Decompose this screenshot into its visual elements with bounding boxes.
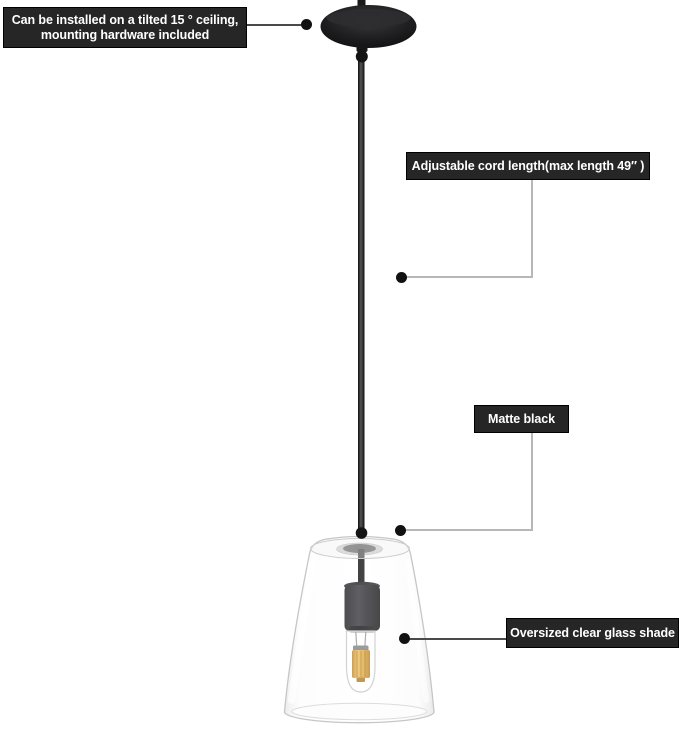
leader-dot-shade [399,633,410,644]
callout-cord-length-text: Adjustable cord length(max length 49″ ) [411,158,645,173]
leader-line-cord-vertical [531,180,533,277]
canopy-top-face [327,9,411,27]
callout-glass-shade-text: Oversized clear glass shade [510,625,675,640]
leader-dot-ceiling [301,19,312,30]
callout-cord-length [406,152,650,180]
leader-line-finish-vertical [531,433,533,529]
glass-shade [284,537,434,723]
leader-line-finish-horizontal [404,529,533,531]
callout-tilted-ceiling-line1: Can be installed on a tilted 15 ° ceiling, [11,12,239,27]
callout-tilted-ceiling-line2: mounting hardware included [40,27,210,42]
callout-glass-shade [506,618,679,648]
glass-bottom-opening [292,703,427,719]
callout-matte-black-text: Matte black [488,411,555,426]
leader-dot-cord [396,272,407,283]
suspension-assembly [321,0,417,539]
glass-shade-body [284,537,434,723]
glass-top-rim [311,539,410,559]
rod-end-ball [356,527,368,539]
leader-line-cord-horizontal [405,276,533,278]
leader-line-ceiling [247,24,303,26]
callout-matte-black [474,405,569,433]
leader-dot-finish [395,525,406,536]
swivel-ball-joint [356,51,368,63]
leader-line-shade [409,638,506,640]
hanging-rod [358,44,365,536]
callout-tilted-ceiling [3,7,247,48]
